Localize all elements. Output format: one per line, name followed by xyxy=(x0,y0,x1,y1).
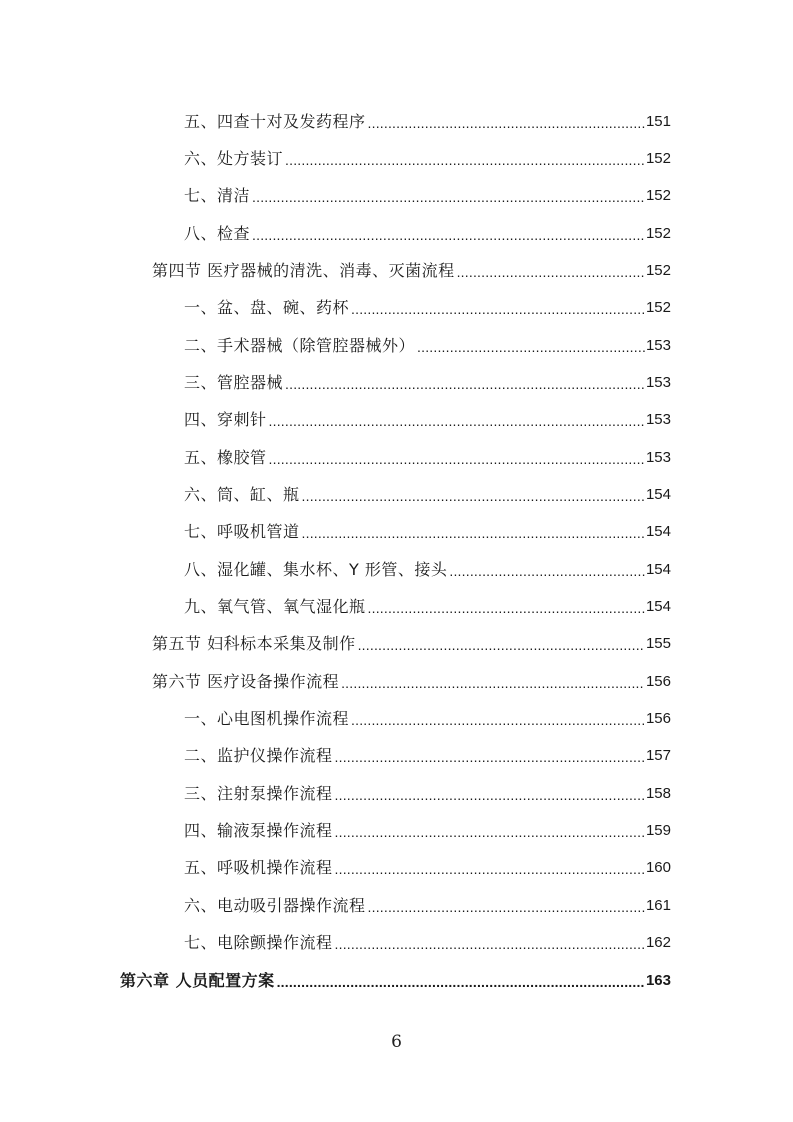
toc-entry[interactable] xyxy=(0,518,671,542)
toc-entry-label: 五、橡胶管 xyxy=(184,448,267,467)
toc-entry[interactable] xyxy=(0,892,671,916)
toc-entry[interactable] xyxy=(0,929,671,953)
toc-leader-dots xyxy=(302,524,645,542)
toc-entry-page: 163 xyxy=(645,972,671,989)
toc-leader-dots xyxy=(277,973,645,991)
toc-leader-dots xyxy=(351,711,645,729)
toc-entry-label: 第四节 医疗器械的清洗、消毒、灭菌流程 xyxy=(152,261,455,280)
toc-entry-label: 三、管腔器械 xyxy=(184,373,284,392)
toc-leader-dots xyxy=(285,151,645,169)
toc-entry[interactable] xyxy=(0,444,671,468)
toc-entry-label: 三、注射泵操作流程 xyxy=(184,784,333,803)
toc-entry[interactable] xyxy=(0,556,671,580)
toc-entry-page: 158 xyxy=(645,785,671,802)
toc-entry-page: 154 xyxy=(645,486,671,503)
toc-entry-label: 五、呼吸机操作流程 xyxy=(184,858,333,877)
toc-entry-page: 153 xyxy=(645,374,671,391)
toc-leader-dots xyxy=(335,786,645,804)
toc-entry[interactable] xyxy=(0,854,671,878)
toc-leader-dots xyxy=(341,674,645,692)
toc-entry-page: 153 xyxy=(645,449,671,466)
toc-entry[interactable] xyxy=(0,220,671,244)
toc-entry-label: 六、电动吸引器操作流程 xyxy=(184,896,366,915)
toc-entry[interactable] xyxy=(0,332,671,356)
toc-entry-page: 152 xyxy=(645,187,671,204)
toc-entry[interactable] xyxy=(0,406,671,430)
toc-entry-page: 153 xyxy=(645,337,671,354)
toc-entry[interactable] xyxy=(0,108,671,132)
toc-leader-dots xyxy=(368,114,645,132)
toc-entry-label: 九、氧气管、氧气湿化瓶 xyxy=(184,597,366,616)
toc-section-entry[interactable] xyxy=(0,668,671,692)
toc-entry-page: 154 xyxy=(645,598,671,615)
toc-leader-dots xyxy=(335,823,645,841)
toc-entry-page: 152 xyxy=(645,150,671,167)
toc-leader-dots xyxy=(285,375,645,393)
toc-entry-page: 156 xyxy=(645,673,671,690)
toc-leader-dots xyxy=(368,599,645,617)
toc-entry-label: 第五节 妇科标本采集及制作 xyxy=(152,634,356,653)
toc-leader-dots xyxy=(335,935,645,953)
toc-leader-dots xyxy=(457,263,645,281)
toc-entry-label: 四、穿刺针 xyxy=(184,410,267,429)
toc-section-entry[interactable] xyxy=(0,257,671,281)
toc-leader-dots xyxy=(368,898,645,916)
toc-leader-dots xyxy=(335,748,645,766)
toc-entry-label: 第六章 人员配置方案 xyxy=(120,971,275,990)
toc-entry-label: 六、筒、缸、瓶 xyxy=(184,485,300,504)
toc-entry[interactable] xyxy=(0,705,671,729)
toc-entry-page: 162 xyxy=(645,934,671,951)
toc-entry-label: 第六节 医疗设备操作流程 xyxy=(152,672,340,691)
toc-entry[interactable] xyxy=(0,593,671,617)
toc-entry[interactable] xyxy=(0,817,671,841)
toc-entry-page: 152 xyxy=(645,299,671,316)
toc-entry-label: 八、检查 xyxy=(184,224,251,243)
toc-leader-dots xyxy=(269,450,645,468)
toc-section-entry[interactable] xyxy=(0,630,671,654)
toc-entry-page: 153 xyxy=(645,411,671,428)
toc-entry-page: 152 xyxy=(645,225,671,242)
toc-entry-label: 一、盆、盘、碗、药杯 xyxy=(184,298,350,317)
toc-leader-dots xyxy=(269,412,645,430)
toc-leader-dots xyxy=(252,188,645,206)
toc-entry-label: 五、四查十对及发药程序 xyxy=(184,112,366,131)
toc-entry-page: 161 xyxy=(645,897,671,914)
toc-entry-page: 151 xyxy=(645,113,671,130)
toc-leader-dots xyxy=(252,226,645,244)
toc-entry[interactable] xyxy=(0,780,671,804)
toc-entry[interactable] xyxy=(0,369,671,393)
toc-leader-dots xyxy=(417,338,645,356)
toc-entry-page: 155 xyxy=(645,635,671,652)
toc-entry-page: 159 xyxy=(645,822,671,839)
toc-entry[interactable] xyxy=(0,481,671,505)
toc-entry-label: 二、监护仪操作流程 xyxy=(184,746,333,765)
page-number: 6 xyxy=(391,1032,402,1052)
toc-leader-dots xyxy=(302,487,645,505)
toc-leader-dots xyxy=(449,562,645,580)
toc-entry[interactable] xyxy=(0,294,671,318)
toc-entry[interactable] xyxy=(0,182,671,206)
toc-entry-label: 二、手术器械（除管腔器械外） xyxy=(184,336,416,355)
toc-leader-dots xyxy=(351,300,645,318)
toc-entry-label: 八、湿化罐、集水杯、Y 形管、接头 xyxy=(184,560,448,579)
toc-entry-page: 152 xyxy=(645,262,671,279)
toc-entry-page: 156 xyxy=(645,710,671,727)
toc-chapter-entry[interactable] xyxy=(0,967,671,991)
toc-leader-dots xyxy=(358,636,645,654)
toc-entry-page: 154 xyxy=(645,561,671,578)
toc-entry-label: 一、心电图机操作流程 xyxy=(184,709,350,728)
toc-entry[interactable] xyxy=(0,145,671,169)
toc-entry-label: 六、处方装订 xyxy=(184,149,284,168)
toc-entry-label: 七、电除颤操作流程 xyxy=(184,933,333,952)
toc-entry-label: 七、清洁 xyxy=(184,186,251,205)
toc-entry-label: 七、呼吸机管道 xyxy=(184,522,300,541)
toc-leader-dots xyxy=(335,860,645,878)
toc-entry-page: 160 xyxy=(645,859,671,876)
toc-entry-label: 四、输液泵操作流程 xyxy=(184,821,333,840)
toc-entry-page: 154 xyxy=(645,523,671,540)
toc-entry[interactable] xyxy=(0,742,671,766)
toc-entry-page: 157 xyxy=(645,747,671,764)
